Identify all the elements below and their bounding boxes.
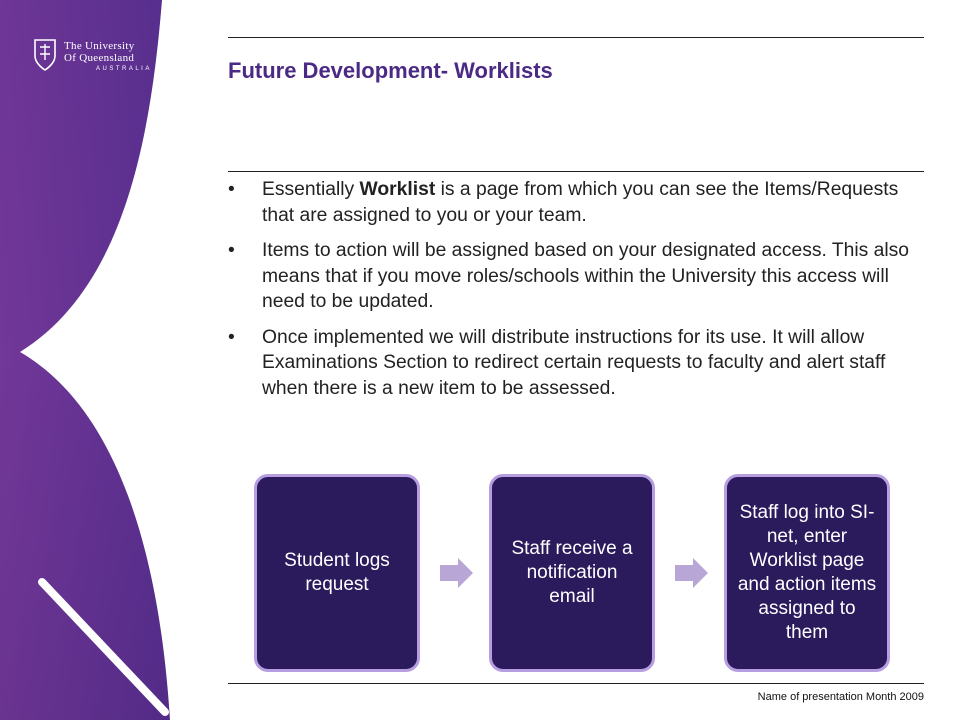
top-divider xyxy=(228,37,924,38)
footer-divider xyxy=(228,683,924,684)
bullet-text: Items to action will be assigned based on your designated access. This also means that if you move roles/schools within the University this access will need to be updated. xyxy=(262,240,910,312)
logo-text-line3: AUSTRALIA xyxy=(96,66,152,72)
title-divider xyxy=(228,171,924,172)
arrow-right-icon xyxy=(675,556,709,590)
university-logo xyxy=(32,38,162,78)
bullet-prefix: Essentially xyxy=(262,179,360,200)
crest-icon xyxy=(32,38,58,72)
slide-title: Future Development- Worklists xyxy=(228,58,553,83)
process-step-1: Student logs request xyxy=(254,474,420,672)
bullet-item: • Essentially Worklist is a page from which you can see the Items/Requests that are assigned to you or your team. xyxy=(228,179,899,226)
bullet-text: is a page from which you can see the Items/Requests that are assigned to you or your team. xyxy=(262,179,899,226)
process-step-3: Staff log into SI-net, enter Worklist page and action items assigned to them xyxy=(724,474,890,672)
footer-text: Name of presentation Month 2009 xyxy=(757,691,924,703)
logo-text-line2: Of Queensland xyxy=(64,52,135,64)
bullet-list xyxy=(228,177,918,411)
left-decorative-panel xyxy=(0,0,170,720)
bullet-item: • Once implemented we will distribute instructions for its use. It will allow Examinations Section to redirect certain requests to faculty and alert staff when there is a new item to be assessed. xyxy=(228,326,886,399)
process-step-2: Staff receive a notification email xyxy=(489,474,655,672)
arrow-right-icon xyxy=(440,556,474,590)
bullet-text: Once implemented we will distribute instructions for its use. It will allow Examinations Section to redirect certain requests to faculty and alert staff when there is a new item to be assessed. xyxy=(262,326,886,399)
bullet-bold-term: Worklist xyxy=(359,179,436,200)
bullet-item: • Items to action will be assigned based on your designated access. This also means that if you move roles/schools within the University this access will need to be updated. xyxy=(228,240,910,312)
logo-text-line1: The University xyxy=(64,40,135,52)
